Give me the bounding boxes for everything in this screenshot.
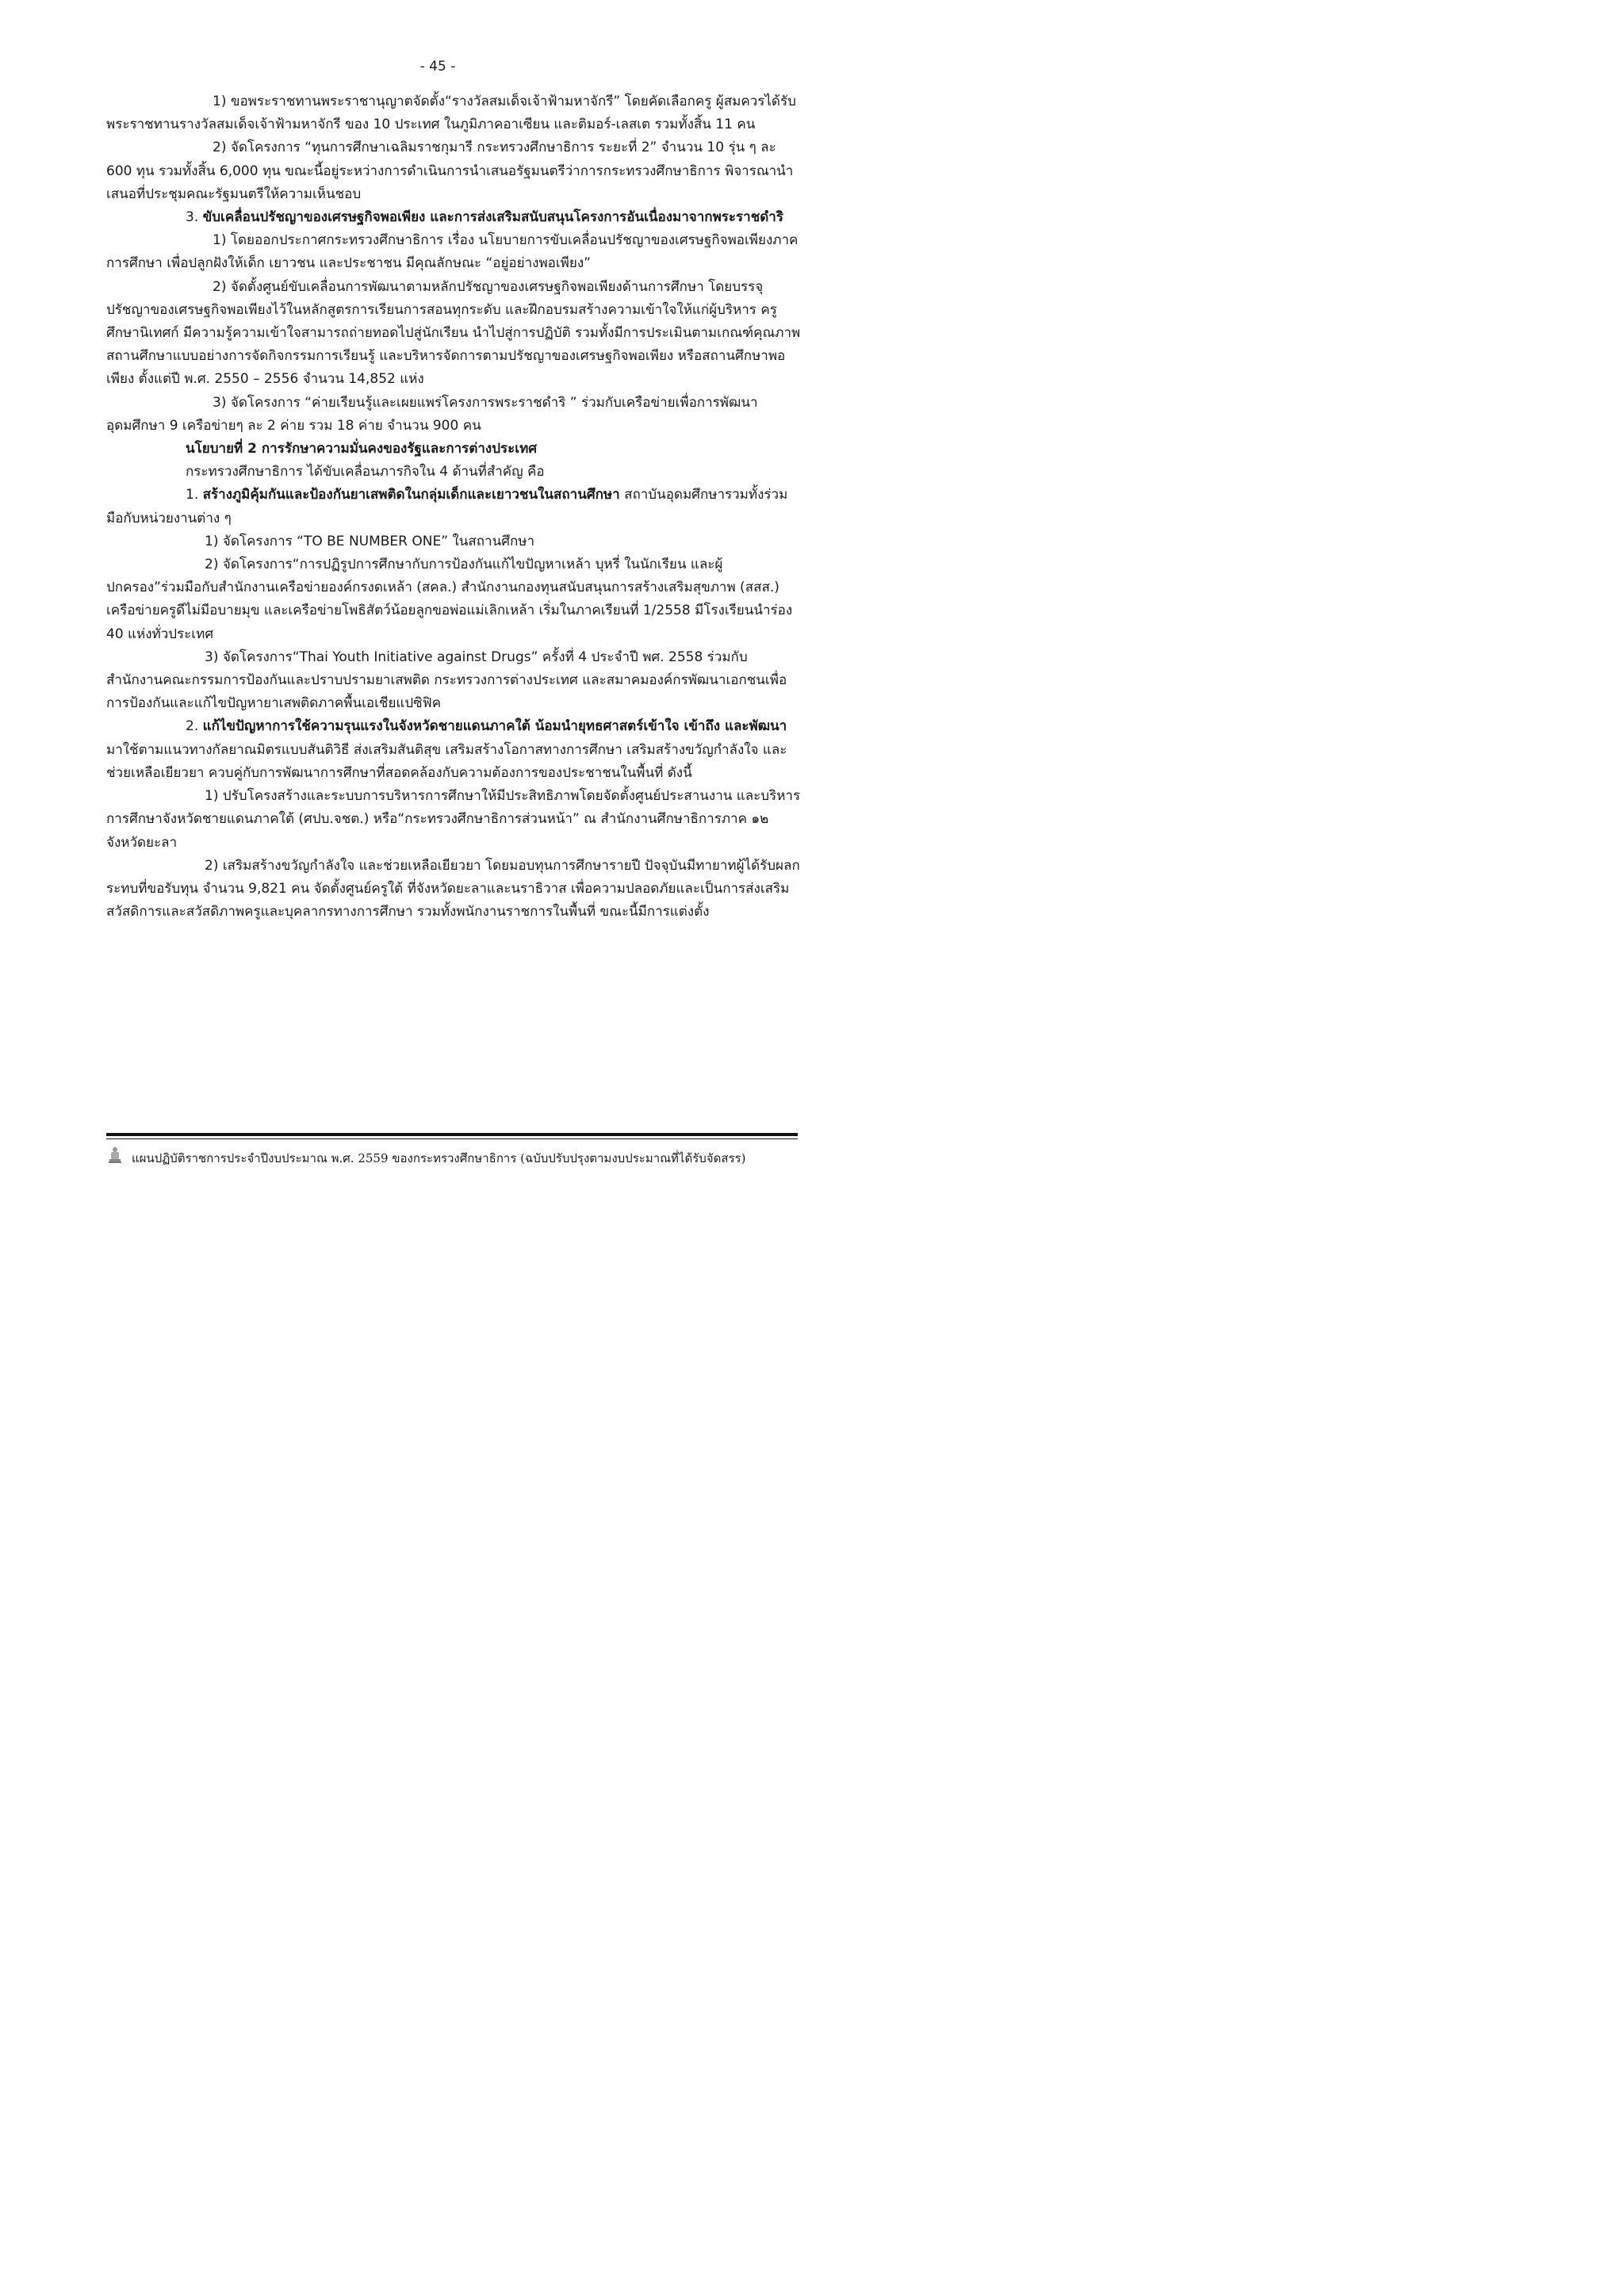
paragraph: 1) ปรับโครงสร้างและระบบการบริหารการศึกษาให้มีประสิทธิภาพโดยจัดตั้งศูนย์ประสานงาน และบริหารการศึกษาจังหวัดชายแดนภาคใต้ (ศปบ.จชต.) หรือ“กระทรวงศึกษาธิการส่วนหน้า” ณ สำนักงานศึกษาธิการภาค ๑๒ จังหวัดยะลา	[106, 788, 801, 851]
paragraph: กระทรวงศึกษาธิการ ได้ขับเคลื่อนภารกิจใน 4 ด้านที่สำคัญ คือ	[186, 464, 545, 480]
policy-heading: นโยบายที่ 2 การรักษาความมั่นคงของรัฐและการต่างประเทศ	[186, 441, 538, 457]
section-heading: 2. แก้ไขปัญหาการใช้ความรุนแรงในจังหวัดชายแดนภาคใต้ น้อมนำยุทธศาสตร์เข้าใจ เข้าถึง และพัฒนา มาใช้ตามแนวทางกัลยาณมิตรแบบสันติวิธี ส่งเสริมสันติสุข เสริมสร้างโอกาสทางการศึกษา เสริมสร้างขวัญกำลังใจ และช่วยเหลือเยียวยา ควบคู่กับการพัฒนาการศึกษาที่สอดคล้องกับความต้องการของประชาชนในพื้นที่ ดังนี้	[106, 718, 787, 781]
page-number: - 45 -	[419, 59, 456, 75]
section-heading: 3. ขับเคลื่อนปรัชญาของเศรษฐกิจพอเพียง และการส่งเสริมสนับสนุนโครงการอันเนื่องมาจากพระราชดำริ	[186, 209, 783, 226]
paragraph: 3) จัดโครงการ “ค่ายเรียนรู้และเผยแพร่โครงการพระราชดำริ ” ร่วมกับเครือข่ายเพื่อการพัฒนาอุดมศึกษา 9 เครือข่ายๆ ละ 2 ค่าย รวม 18 ค่าย จำนวน 900 คน	[106, 394, 758, 434]
paragraph: 2) จัดโครงการ “ทุนการศึกษาเฉลิมราชกุมารี กระทรวงศึกษาธิการ ระยะที่ 2” จำนวน 10 รุ่น ๆ ละ 600 ทุน รวมทั้งสิ้น 6,000 ทุน ขณะนี้อยู่ระหว่างการดำเนินการนำเสนอรัฐมนตรีว่าการกระทรวงศึกษาธิการ พิจารณานำเสนอที่ประชุมคณะรัฐมนตรีให้ความเห็นชอบ	[106, 140, 794, 202]
paragraph: 1) โดยออกประกาศกระทรวงศึกษาธิการ เรื่อง นโยบายการขับเคลื่อนปรัชญาของเศรษฐกิจพอเพียงภาคการศึกษา เพื่อปลูกฝังให้เด็ก เยาวชน และประชาชน มีคุณลักษณะ “อยู่อย่างพอเพียง”	[106, 232, 799, 272]
paragraph: 2) เสริมสร้างขวัญกำลังใจ และช่วยเหลือเยียวยา โดยมอบทุนการศึกษารายปี ปัจจุบันมีทายาทผู้ได้รับผลกระทบที่ขอรับทุน จำนวน 9,821 คน จัดตั้งศูนย์ครูใต้ ที่จังหวัดยะลาและนราธิวาส เพื่อความปลอดภัยและเป็นการส่งเสริมสวัสดิการและสวัสดิภาพครูและบุคลากรทางการศึกษา รวมทั้งพนักงานราชการในพื้นที่ ขณะนี้มีการแต่งตั้ง	[106, 857, 800, 920]
document-body	[106, 90, 801, 924]
footer-rule-thick	[106, 1133, 798, 1136]
paragraph: 3) จัดโครงการ“Thai Youth Initiative against Drugs” ครั้งที่ 4 ประจำปี พศ. 2558 ร่วมกับสำนักงานคณะกรรมการป้องกันและปราบปรามยาเสพติด กระทรวงการต่างประเทศ และสมาคมองค์กรพัฒนาเอกชนเพื่อการป้องกันและแก้ไขปัญหายาเสพติดภาคพื้นเอเชียแปซิฟิค	[106, 649, 787, 712]
footer-text: แผนปฏิบัติราชการประจำปีงบประมาณ พ.ศ. 2559 ของกระทรวงศึกษาธิการ (ฉบับปรับปรุงตามงบประมาณที่ได้รับจัดสรร)	[132, 1151, 746, 1165]
paragraph: 1) ขอพระราชทานพระราชานุญาตจัดตั้ง“รางวัลสมเด็จเจ้าฟ้ามหาจักรี” โดยคัดเลือกครู ผู้สมควรได้รับพระราชทานรางวัลสมเด็จเจ้าฟ้ามหาจักรี ของ 10 ประเทศ ในภูมิภาคอาเซียน และติมอร์-เลสเต รวมทั้งสิ้น 11 คน	[106, 94, 796, 133]
paragraph: 1) จัดโครงการ “TO BE NUMBER ONE” ในสถานศึกษา	[205, 533, 535, 549]
ministry-emblem-icon	[108, 1146, 122, 1164]
paragraph: 2) จัดโครงการ“การปฏิรูปการศึกษากับการป้องกันแก้ไขปัญหาเหล้า บุหรี่ ในนักเรียน และผู้ปกครอง”ร่วมมือกับสำนักงานเครือข่ายองค์กรงดเหล้า (สคล.) สำนักงานกองทุนสนับสนุนการสร้างเสริมสุขภาพ (สสส.) เครือข่ายครูดีไม่มีอบายมุข และเครือข่ายโพธิสัตว์น้อยลูกขอพ่อแม่เลิกเหล้า เริ่มในภาคเรียนที่ 1/2558 มีโรงเรียนนำร่อง 40 แห่งทั่วประเทศ	[106, 557, 793, 642]
paragraph: 2) จัดตั้งศูนย์ขับเคลื่อนการพัฒนาตามหลักปรัชญาของเศรษฐกิจพอเพียงด้านการศึกษา โดยบรรจุปรัชญาของเศรษฐกิจพอเพียงไว้ในหลักสูตรการเรียนการสอนทุกระดับ และฝึกอบรมสร้างความเข้าใจให้แก่ผู้บริหาร ครู ศึกษานิเทศก์ มีความรู้ความเข้าใจสามารถถ่ายทอดไปสู่นักเรียน นำไปสู่การปฏิบัติ รวมทั้งมีการประเมินตามเกณฑ์คุณภาพสถานศึกษาแบบอย่างการจัดกิจกรรมการเรียนรู้ และบริหารจัดการตามปรัชญาของเศรษฐกิจพอเพียง หรือสถานศึกษาพอเพียง ตั้งแต่ปี พ.ศ. 2550 – 2556 จำนวน 14,852 แห่ง	[106, 278, 801, 388]
footer-rule-thin	[106, 1138, 798, 1139]
section-heading: 1. สร้างภูมิคุ้มกันและป้องกันยาเสพติดในกลุ่มเด็กและเยาวชนในสถานศึกษา สถาบันอุดมศึกษารวมทั้งร่วมมือกับหน่วยงานต่าง ๆ	[106, 487, 788, 526]
